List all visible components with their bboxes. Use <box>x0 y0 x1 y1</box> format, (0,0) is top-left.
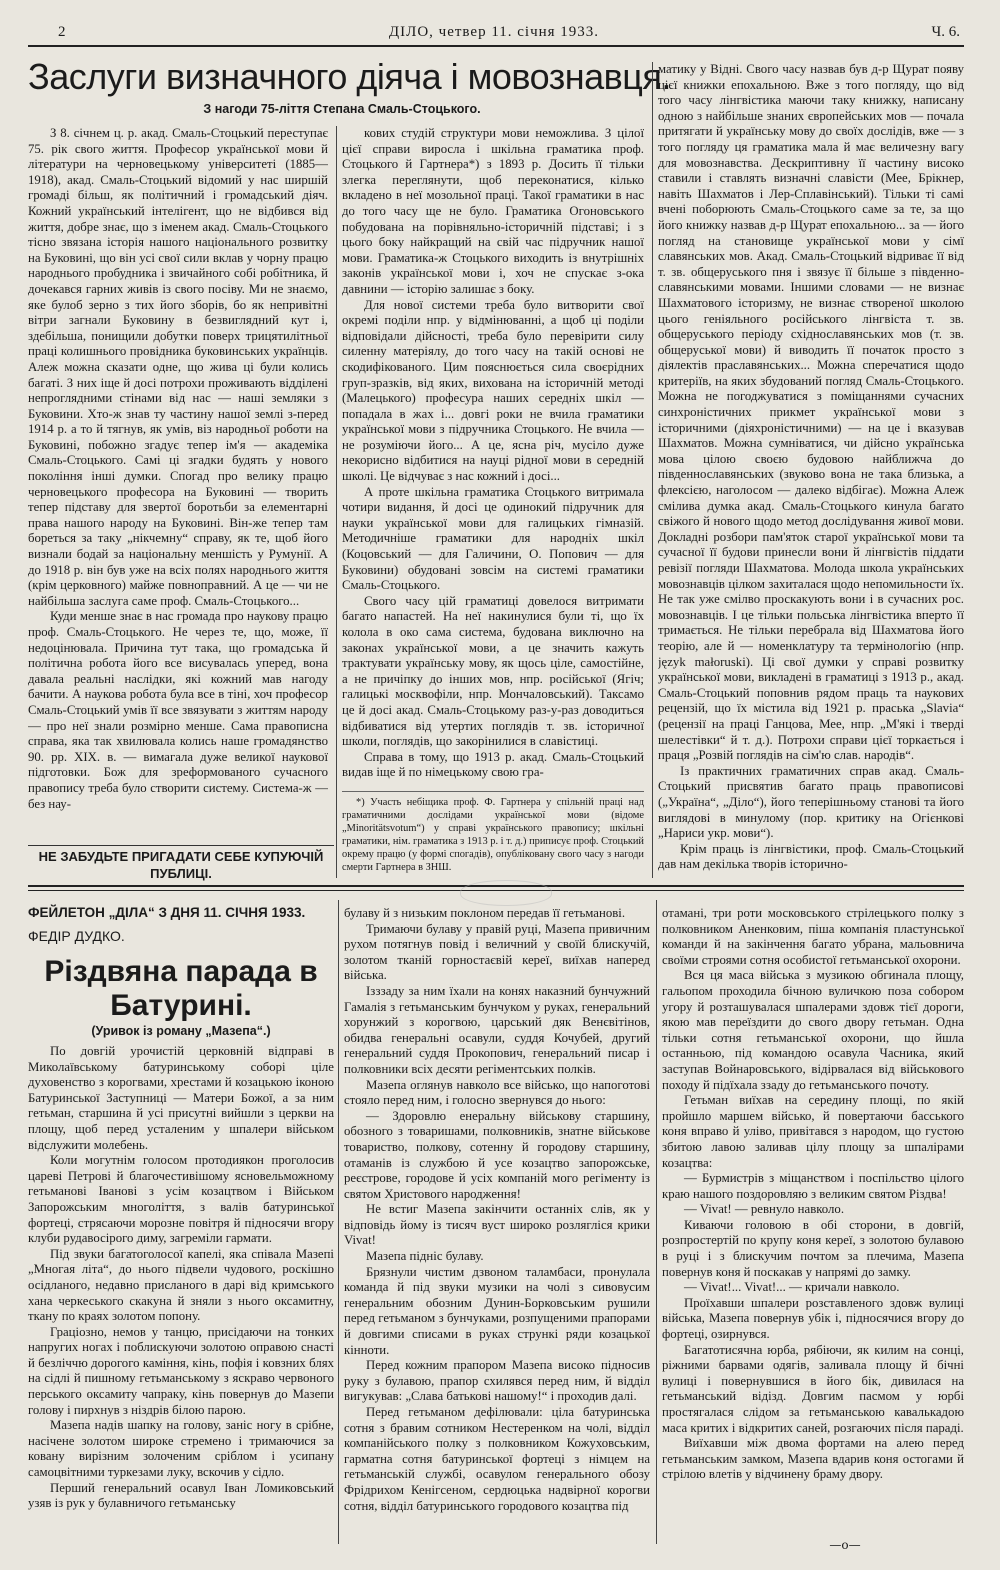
article-column-1 <box>28 126 328 842</box>
paragraph: — Здоровлю енеральну військову старшину, обозного з товаришами, полковників, знатне військове товариство, полкову, сотенну й городову старшину, отаманів із службою й усе козацтво запорожське, реєстрове, городове й усіх компаній мого регіменту із святом Христового народження! <box>344 1108 650 1201</box>
promo-line-1: НЕ ЗАБУДЬТЕ ПРИГАДАТИ СЕБЕ КУПУЮЧІЙ <box>38 849 324 864</box>
paragraph: Мазепа підніс булаву. <box>366 1249 484 1264</box>
newspaper-title-date: ДІЛО, четвер 11. січня 1933. <box>388 24 600 40</box>
footnote <box>342 791 644 874</box>
paragraph: Гетьман виїхав на середину площі, по якій пройшло маршем військо, й повертаючи басського коня вправо й уліво, привітався з народом, що густою збитою лавою заливав цілу площу за шпалірами козацтва: <box>662 1093 964 1170</box>
top-rule <box>28 45 964 47</box>
paragraph: З 8. січнем ц. р. акад. Смаль-Стоцький переступає 75. рік свого життя. Професор української мови й літератури на черновецькому університеті (1885—1918), акад. Смаль-Стоцький відомий у нас ширшій громаді більш, як політичний і громадський діяч. Кожний український інтелігент, що не відбився від життя, добре знає, що з іменем акад. Смаль-Стоцького тісно звязана історія нашого національного розвитку на Буковині, що він усі свої сили вклав у чорну працю народнього пробудника і звичайного собі робітника, й дочекався гарних живів із свого посіву. Ми не знаємо, якe булоб зерно з тих його зборів, бо як непривітні вітри загнали Буковину в безвиглядний кут і, здебільша, понищили добутки поверх трицятилітньої праці колишнього провідника буковинських українців. Алеж можна сказати одне, що жива ці були колись багаті. З них іще й досі потрохи проживають відділені непроглядними стінами від нас — наші земляки з Буковини. Хто-ж знав ту частину нашої землі з-перед 1914 р. а то й тягнув, як умів, віз народньої роботи на Буковині, побожно згадує тепер ім'я — академіка Смаль-Стоцького. Самі ці згадки будять у нового покоління інші думки. Спогад про велику працю черновецького професора на Буковині — творить тепер підставу для звертої боротьби за елементарні права нашого народу на Буковині. Він-же тепер там бореться за таку „нікчемну“ справу, як те, щоб його визнали бодай за національну меншість у Румунії. А до 1918 р. він був уже на всіх полях народнього життя (крім церковного) майже повноправний. А це — чи не найбільша заслуга саме проф. Смаль-Стоцького... <box>28 126 328 608</box>
paragraph: Вся ця маса війська з музикою обгинала площу, гальопом проходила бічною вуличкою поза собором угору й розташувалася шпалерами здовж тієї дороги, якою мав переїздити до свого двору гетьман. Одна тільки сотня гетьманської охорони, що йшла останньою, під командою осавула Часника, який заступав Войнаровського, відірвалася від військового походу й підїхала ззаду до гетьманського почоту. <box>662 968 964 1092</box>
paragraph: Тримаючи булаву у правій руці, Мазепа привичним рухом потягнув повід і величний у своїй блискучій, золотом тканій горностаєвій кереї, виїхав наперед війська. <box>344 921 650 983</box>
paragraph: — Бурмистрів з міщанством і поспільство цілого краю нашого поздоровляю з великим святом Різдва! <box>662 1171 964 1201</box>
page-number: 2 <box>58 24 66 40</box>
paragraph: — Vivat! — ревнуло навколо. <box>684 1202 845 1217</box>
column-divider <box>652 62 653 878</box>
story-title: Різдвяна парада в Батурині. <box>44 955 318 1022</box>
paragraph: Проїхавши шпалери розставленого здовж вулиці війська, Мазепа повернув убік і, підносячися вгору до фортеці, озирнувся. <box>662 1295 964 1342</box>
issue-number: Ч. 6. <box>931 24 960 40</box>
paragraph: Свого часу цій граматиці довелося витримати багато напастей. На неї накинулися були ті, що їх колола в око сама система, будована виключно на законах української мови, а це значить кажуть трактувати українську мову, як щось ціле, самостійне, а не причіпку до інших мов, нпр. російської (Ягіч; галицькі москвофіли, нпр. Мончаловський). Таксамо це й досі акад. Смаль-Стоцькому раз-у-раз доводиться відбиватися від утертих поглядів т. зв. історичної школи, поглядів, що закорінилися в славістиці. <box>342 593 644 749</box>
paragraph: По довгій урочистій церковній відправі в Миколаївському батуринському соборі ціле духовенство з корогвами, хрестами й козацькою іконою Батуринської Заступниці — Матери Божої, а за ним гетьман, старшина й усі присутні вийшли з церкви на площу, щоб перед усталеним у шпалери військом відслужити молебень. <box>28 1044 334 1152</box>
column-divider <box>338 900 339 1544</box>
paragraph: Перший генеральний осавул Іван Ломиковський узяв із рук у булавничого гетьманську <box>28 1480 334 1511</box>
paragraph: Виїхавши між двома фортами на алею перед гетьманським замком, Мазепа вдарив коня остогами й стрілою влетів у відчинену браму двору. <box>662 1436 964 1482</box>
paragraph: Граціозно, немов у танцю, присідаючи на тонких напругих ногах і поблискуючи золотою оправою снасті й безліччю дорогого каміння, кінь, пофія і ковзних блях на сідлі й пишному гетьманському з яскраво червоного перського оксамиту чапраку, кінь повернув до Мазепи голову і пирхнув з ніздрів білою парою. <box>28 1324 334 1417</box>
paragraph: Мазепа надів шапку на голову, заніс ногу в срібне, насічене золотом широке стремено і тримаючися за ковану вирізним золоченим сріблом і усипану самоцвітними туркезами луку, вскочив у сідло. <box>28 1418 334 1480</box>
masthead <box>28 22 960 44</box>
paragraph: Перед кожним прапором Мазепа високо підносив руку з булавою, прапор схилявся перед ним, й відділ вигукував: „Слава батькові нашому!“ і проходив далі. <box>344 1358 650 1404</box>
end-mark: —o— <box>829 1538 861 1552</box>
paragraph: Киваючи головою в обі сторони, в довгій, розпростертій по крупу коня кереї, з золотою булавою в руці і з блискучим почтом за плечима, Мазепа повернув коня й поскакав у напрямі до замку. <box>662 1217 964 1279</box>
paragraph: булаву й з низьким поклоном передав її гетьманові. <box>344 906 626 920</box>
paragraph: кових студій структури мови неможлива. З цілої цієї справи виросла і шкільна граматика проф. Стоцького й Гартнера*) з 1893 р. Досить її тільки злегка переглянути, щоб переконатися, кілько вкладено в неї мозольної праці. Такої граматики в нас до того часу ще не було. Граматика Огоновського побудована на порівняльно-історичній підставі; і з цього боку найкращий на свій час підручник нашої мови. Граматика-ж Стоцького виходить із внутрішніх законів української мови і, хоч не спускає з-ока давнини — історію залишає з боку. <box>342 126 644 296</box>
paragraph: Мазепа оглянув навколо все військо, що напоготові стояло перед ним, і голосно звернувся до нього: <box>344 1077 650 1108</box>
paragraph: Коли могутнім голосом протодиякон проголосив цареві Петрові й благочестивішому ясновельможному гетьманові Іванові з усім козацтвом і Військом Запорожським многоліття, з валів батуринської фортеці, стрясаючи морозне повітря й підносячи вгору клуби рудавосірого диму, загреміли гармати. <box>28 1153 334 1246</box>
paragraph: матику у Відні. Свого часу назвав був д-р Щурат появу цієї книжки епохальною. Вже з того погляду, що від того часу лінгвістика маючи таку книжку, написану одною з найбільше знаних європейських мов — почала притягати й українську мову до своїх дослідів, вже — з того погляду ця граматика мала й має величезну вагу для мовознавства. Дескриптивну її частину високо ставили і ставлять визначні славісти (Мее, Брікнер, навіть Шахматов і Лер-Сплавінський). Тільки ті самі вчені поборюють Смаль-Стоцького саме за те, за що його книжку назвав д-р Щурат епохальною... за — його погляд на становище української мови у сімї славянських мов. Акад. Смаль-Стоцький відриває її від т. зв. общеруського пня і звязує її більше з південно-славянськими мовами. Іншими словами — не визнає Шахматового історизму, не визнає створеної школою цього геніяльного російського лінгвіста т. зв. общеруського періоду східнославянських мов (т. зв. общеруської мови) й виводить її початок просто з діялектів праславянських... Можна сперечатися щодо критеріїв, на яких збудований погляд Смаль-Стоцького. Можна не погоджуватися з поміщаннями сучасних синхроністичних прикмет української мови з історичними (діяхроністичними) — на це і вказував Шахматов. Можна сумніватися, чи дійсно українська мова цілою своєю будовою найближча до південнославянських (звуково вона не така близька, а флексією, наголосом — далеко відбігає). Можна Алеж смілива думка акад. Смаль-Стоцького кинула багато свіжого й нового щодо метод дослідування живої мови. Докладні розбори пам'яток старої української мови та сучасної її будови принесли вони й лінгвістів піддати ревізії погляди Шахматова. Молода школа українських мовознавців цілком захиталася щодо непомильности їх. Не так уже смілво проскакують вони і в сучасних рос. мовознавців. І це тільки польська лінгвістика вперто її тримається. Не тільки перебрала від Шахматова його теорію, але й — номенклатуру та термінологію (нпр. język małoruski). Ці свої думки у справі розвитку української мови, викладені в граматиці з 1913 р., акад. Смаль-Стоцький поповнив рядом праць та наукових рецензій, що їх містила від 1921 р. праська „Slavia“ (рецензії на праці Ганцова, Мее, нпр. „М'які і тверді шелестівки“ й т. д.). Потрохи справи цієї торкається і праця „Розвій поглядів на сім'ю слав. народів“. <box>658 62 964 763</box>
paragraph: Перед гетьманом дефілювали: ціла батуринська сотня з бравим сотником Нестеренком на чолі, відділ компанійського полку з полковником Кожуховським, гарматна сотня батуринської фортеці з німцем на гетьманській службі, осавулом генерального обозу Фрідрихом Кенігсеном, сердюцька надвірної корогви сотня, відділ батуринського городового козацтва під <box>344 1405 650 1513</box>
feuilleton-column-2 <box>344 906 650 1544</box>
story-subtitle: (Уривок із роману „Мазепа“.) <box>91 1024 271 1038</box>
column-divider <box>656 900 657 1544</box>
paragraph: А проте шкільна граматика Стоцького витримала чотири видання, й досі це одинокий підручник для науки української мови для галицьких гімназій. Методичніше граматики для народніх шкіл (Коцовський — для Галичини, О. Попович — для Буковини) обудовані зовсім на системі граматики Смаль-Стоцького. <box>342 484 644 593</box>
feuilleton-column-3 <box>662 906 964 1536</box>
column-divider <box>336 126 337 878</box>
paragraph: — Vivat!... Vivat!... — кричали навколо. <box>684 1280 900 1295</box>
footnote-text: *) Участь небіщика проф. Ф. Гартнера у спільній праці над граматичними дослідами української мови (відоме „Minoritätsvotum“) у справі українського правопису; шкільні граматики, нім. граматика з 1913 р. і т. д.) приписує проф. Стоцький окрему працю (у формі спогадів), опубліковану свого часу з нагоди смерти Гартнера в ЗНШ. <box>342 796 644 873</box>
paragraph: Багатотисячна юрба, рябіючи, як килим на сонці, ріжними барвами одягів, заливала площу й бічні вулиці і повернувшися в його бік, дивилася на гетьманський відізд. Довгим пасмом у юрбі простягалася слідом за гетьманською кавалькадою маса критих і відкритих саней, розгаючих після параді. <box>662 1342 964 1435</box>
paragraph: Справа в тому, що 1913 р. акад. Смаль-Стоцький видав іще й по німецькому свою гра- <box>342 749 644 780</box>
feuilleton-heading: ФЕЙЛЕТОН „ДІЛА“ З ДНЯ 11. СІЧНЯ 1933. <box>28 905 306 920</box>
promo-line-2: ПУБЛИЦІ. <box>150 866 212 881</box>
article-headline: Заслуги визначного діяча і мовознавця. <box>28 56 671 97</box>
paragraph: Із практичних граматичних справ акад. Смаль-Стоцький присвятив багато праць правописові („Україна“, „Діло“), його теперішньому станові та його виглядові в минулому (пор. критику на Огієнкові „Нариси укр. мови“). <box>658 763 964 841</box>
promo-top-rule <box>28 845 334 846</box>
article-subhead: З нагоди 75-ліття Степана Смаль-Стоцького. <box>203 102 481 116</box>
paragraph: Під звуки багатоголосої капелі, яка співала Мазепі „Многая літа“, до нього підвели чудового, роскішно осідланого, недавно присланого в дарі від кримського хана черкеського скакуна й зняли з нього оксамитну, ткану по краях золотом попону. <box>28 1246 334 1324</box>
paragraph: Ізззаду за ним їхали на конях наказний бунчужний Гамалія з гетьманським бунчуком у руках, генеральний хорунжий з корогвою, царський дяк Венєвітінов, обидва генеральні осавули, суддя Кочубей, другий генеральний суддя Прокопович, генеральний писар і полковники всіх десяти регіментських полків. <box>344 983 650 1076</box>
promo-notice <box>28 848 334 882</box>
story-author: ФЕДІР ДУДКО. <box>28 928 125 944</box>
article-column-3 <box>658 62 964 878</box>
feuilleton-column-1 <box>28 1044 334 1544</box>
paragraph: Брязнули чистим дзвоном таламбаси, пронулала команда й під звуки музики на чолі з сивовусим генеральним обозним Дунин-Борковським рушили перед гетьманом з бунчуками, розпущеними прапорами й довгими списами в руках стрункі ряди козацької кінноти. <box>344 1264 650 1357</box>
watermark-stamp <box>460 880 552 906</box>
paragraph: Для нової системи треба було витворити свої окремі поділи нпр. у відмінюванні, а щоб ці поділи відповідали дійсності, треба було перевірити силу силенну матеріялу, до того часу на такій основі не скодифікованого. Цим пояснюється сила своєрідних груп-зразків, від яких, вихована на історичній методі (Малецького) професура наших середніх шкіл — попадала в жах і... довгі роки не вчила граматики української мови з підручника Стоцького. Не вчила — не розуміючи його... А це, ясна річ, мусіло дуже некорисно відбитися на науці рідної мови в середній школі. Це відчуває з нас кожний і досі... <box>342 297 644 484</box>
paragraph: Куди менше знає в нас громада про наукову працю проф. Смаль-Стоцького. Не через те, що, може, її недоцінювала. Причина тут така, що громадська й політична робота його все висувалась уперед, вона давала реальні наслідки, які кожний мав нагоду бачити. А наукова робота була все в тіні, хоч професор Смаль-Стоцький умів її все звязувати з життям народу — про неї знали розмірно менше. Сама правописна справа, яка так хвилювала колись наше громадянство 90. рр. XIX. в. — вимагала дуже великої наукової підготовки. Бож для зреформованого сучасного правопису треба було створити систему. Система-ж — без нау- <box>28 609 328 811</box>
article-column-2 <box>342 126 644 878</box>
paragraph: Крім праць із лінгвістики, проф. Смаль-Стоцький дав нам декілька творів історично- <box>658 841 964 872</box>
paragraph: Не встиг Мазепа закінчити останніх слів, як у відповідь йому із тисяч вуст широко розлягліся крики Vivat! <box>344 1202 650 1248</box>
paragraph: отамані, три роти московського стрілецького полку з полковником Аненковим, піша компанія пластунської команди й на закінчення багато убрана, мальовнича своїми строями сотня особистої гетьманської охорони. <box>662 906 964 967</box>
